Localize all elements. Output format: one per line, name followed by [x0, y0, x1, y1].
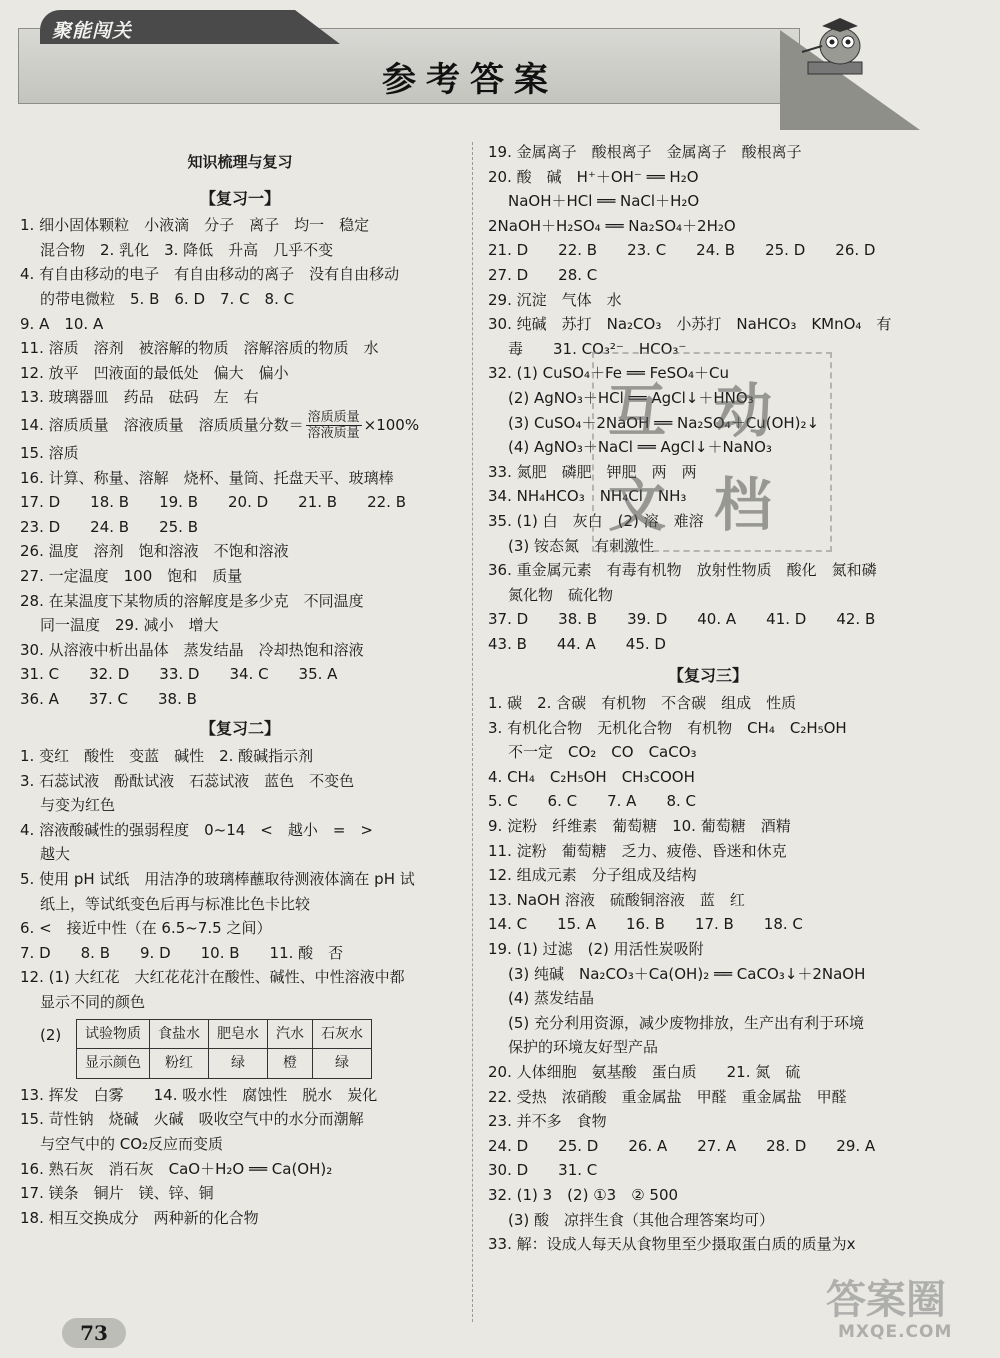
answer-line: 31. C 32. D 33. D 34. C 35. A: [20, 665, 338, 684]
answer-line: 30. 从溶液中析出晶体 蒸发结晶 冷却热饱和溶液: [20, 640, 364, 659]
answer-line: 9. 淀粉 纤维素 葡萄糖 10. 葡萄糖 酒精: [488, 817, 791, 836]
column-divider: [472, 142, 473, 1322]
answer-line: 32. (1) CuSO₄＋Fe ══ FeSO₄＋Cu: [488, 364, 729, 383]
answer-line: 5. C 6. C 7. A 8. C: [488, 792, 697, 811]
answer-line: 氮化物 硫化物: [508, 585, 614, 604]
review2-table-block: [20, 1019, 460, 1079]
answer-line: 15. 苛性钠 烧碱 火碱 吸收空气中的水分而潮解: [20, 1110, 364, 1129]
answer-line: 17. 镁条 铜片 镁、锌、铜: [20, 1184, 214, 1203]
answer-line: 20. 酸 碱 H⁺＋OH⁻ ══ H₂O: [488, 167, 699, 186]
answer-line: (2) AgNO₃＋HCl ══ AgCl↓＋HNO₃: [508, 388, 754, 407]
table-label: (2): [40, 1025, 62, 1044]
answer-line: 1. 变红 酸性 变蓝 碱性 2. 酸碱指示剂: [20, 747, 314, 766]
table-cell: 石灰水: [313, 1019, 372, 1049]
answer-line: 24. D 25. D 26. A 27. A 28. D 29. A: [488, 1136, 876, 1155]
answer-line: 13. 挥发 白雾 14. 吸水性 腐蚀性 脱水 炭化: [20, 1085, 378, 1104]
review2-lines: [20, 744, 460, 1015]
right-column: [488, 140, 928, 1257]
review2-title: 【复习二】: [199, 719, 280, 739]
answer-line: 1. 细小固体颗粒 小液滴 分子 离子 均一 稳定: [20, 216, 370, 235]
answer-line: 14. C 15. A 16. B 17. B 18. C: [488, 915, 803, 934]
answer-line: 30. 纯碱 苏打 Na₂CO₃ 小苏打 NaHCO₃ KMnO₄ 有: [488, 315, 892, 334]
answer-line: 11. 淀粉 葡萄糖 乏力、疲倦、昏迷和休克: [488, 841, 787, 860]
review1-lines-after: [20, 441, 460, 712]
table-cell: 食盐水: [150, 1019, 209, 1049]
review1-title: 【复习一】: [199, 188, 280, 208]
answer-line: (5) 充分利用资源，减少废物排放，生产出有利于环境: [508, 1013, 865, 1032]
answer-line: 与变为红色: [40, 796, 116, 815]
stamp-watermark: 互 动 文 档: [592, 352, 832, 552]
fraction: $\frac{\text{溶质质量}}{\text{溶液质量}}$: [307, 409, 360, 441]
answer-line: (3) 铵态氮 有刺激性: [508, 536, 655, 555]
color-table: [76, 1019, 372, 1079]
answer-line: 36. A 37. C 38. B: [20, 689, 197, 708]
answer-line: 与空气中的 CO₂反应而变质: [40, 1134, 224, 1153]
answer-line: 43. B 44. A 45. D: [488, 634, 666, 653]
answer-line: 16. 熟石灰 消石灰 CaO＋H₂O ══ Ca(OH)₂: [20, 1159, 333, 1178]
table-cell: 粉红: [150, 1049, 209, 1079]
answer-line: 26. 温度 溶剂 饱和溶液 不饱和溶液: [20, 542, 289, 561]
table-cell: 试验物质: [77, 1019, 150, 1049]
answer-line: 16. 计算、称量、溶解 烧杯、量筒、托盘天平、玻璃棒: [20, 468, 394, 487]
section-main-title: 知识梳理与复习: [187, 153, 293, 171]
answer-line: 纸上，等试纸变色后再与标准比色卡比较: [40, 894, 311, 913]
table-cell: 肥皂水: [209, 1019, 268, 1049]
answer-line: (4) AgNO₃＋NaCl ══ AgCl↓＋NaNO₃: [508, 438, 772, 457]
answer-line: NaOH＋HCl ══ NaCl＋H₂O: [508, 192, 700, 211]
answer-line: 3. 石蕊试液 酚酞试液 石蕊试液 蓝色 不变色: [20, 771, 355, 790]
answer-line: 29. 沉淀 气体 水: [488, 290, 622, 309]
table-row: [77, 1019, 372, 1049]
answer-line: (3) CuSO₄＋2NaOH ══ Na₂SO₄＋Cu(OH)₂↓: [508, 413, 820, 432]
owl-mascot-icon: [800, 12, 880, 80]
answer-line: 5. 使用 pH 试纸 用洁净的玻璃棒蘸取待测液体滴在 pH 试: [20, 870, 415, 889]
header-tab-label: 聚能闯关: [52, 20, 133, 42]
answer-line: 15. 溶质: [20, 443, 79, 462]
answer-line: 12. (1) 大红花 大红花花汁在酸性、碱性、中性溶液中都: [20, 968, 405, 987]
answer-line: 34. NH₄HCO₃ NH₄Cl NH₃: [488, 487, 687, 506]
answer-line: (4) 蒸发结晶: [508, 989, 595, 1008]
table-cell: 汽水: [268, 1019, 313, 1049]
answer-line: 20. 人体细胞 氨基酸 蛋白质 21. 氮 硫: [488, 1062, 801, 1081]
table-cell: 绿: [313, 1049, 372, 1079]
site-watermark: 答案圈 MXQE.COM: [826, 1277, 953, 1342]
answer-line: 混合物 2. 乳化 3. 降低 升高 几乎不变: [40, 240, 334, 259]
answer-line: 19. (1) 过滤 (2) 用活性炭吸附: [488, 940, 704, 958]
table-cell: 绿: [209, 1049, 268, 1079]
answer-line: 2NaOH＋H₂SO₄ ══ Na₂SO₄＋2H₂O: [488, 216, 736, 235]
answer-line: 21. D 22. B 23. C 24. B 25. D 26. D: [488, 241, 876, 260]
answer-line: 37. D 38. B 39. D 40. A 41. D 42. B: [488, 610, 876, 629]
answer-line: 1. 碳 2. 含碳 有机物 不含碳 组成 性质: [488, 694, 797, 713]
answer-line: 保护的环境友好型产品: [508, 1038, 659, 1057]
answer-line: 显示不同的颜色: [40, 993, 146, 1011]
answer-line: 30. D 31. C: [488, 1161, 598, 1180]
answer-line: 7. D 8. B 9. D 10. B 11. 酸 否: [20, 943, 344, 962]
answer-line: 32. (1) 3 (2) ①3 ② 500: [488, 1185, 679, 1204]
answer-line: 23. D 24. B 25. B: [20, 517, 199, 536]
answer-line: 4. 有自由移动的电子 有自由移动的离子 没有自由移动: [20, 265, 400, 284]
answer-line: 17. D 18. B 19. B 20. D 21. B 22. B: [20, 493, 407, 512]
answer-line: 12. 组成元素 分子组成及结构: [488, 866, 697, 885]
answer-line: 12. 放平 凹液面的最低处 偏大 偏小: [20, 363, 289, 382]
answer-line: 4. 溶液酸碱性的强弱程度 0~14 < 越小 = >: [20, 820, 373, 839]
answer-line: 33. 氮肥 磷肥 钾肥 两 两: [488, 462, 697, 481]
review3-title: 【复习三】: [667, 666, 748, 686]
answer-line: 6. < 接近中性（在 6.5~7.5 之间）: [20, 919, 272, 938]
answer-line: 毒 31. CO₃²⁻ HCO₃⁻: [508, 339, 687, 358]
answer-line: 22. 受热 浓硝酸 重金属盐 甲醛 重金属盐 甲醛: [488, 1087, 847, 1106]
review1-line-14: 14. 溶质质量 溶液质量 溶质质量分数＝ $\frac{\text{溶质质量}}{\text{溶液质量}}$ ×100%: [20, 409, 420, 441]
answer-line: 27. 一定温度 100 饱和 质量: [20, 566, 243, 585]
answer-line: 27. D 28. C: [488, 265, 598, 284]
answer-line: 19. 金属离子 酸根离子 金属离子 酸根离子: [488, 143, 802, 161]
table-cell: 显示颜色: [77, 1049, 150, 1079]
answer-line: (3) 酸 凉拌生食（其他合理答案均可）: [508, 1210, 775, 1229]
answer-line: 33. 解：设成人每天从食物里至少摄取蛋白质的质量为x: [488, 1235, 856, 1254]
answer-line: 11. 溶质 溶剂 被溶解的物质 溶解溶质的物质 水: [20, 339, 379, 358]
left-column: [20, 150, 460, 1230]
table-row: [77, 1049, 372, 1079]
answer-line: (3) 纯碱 Na₂CO₃＋Ca(OH)₂ ══ CaCO₃↓＋2NaOH: [508, 964, 866, 983]
table-cell: 橙: [268, 1049, 313, 1079]
answer-line: 3. 有机化合物 无机化合物 有机物 CH₄ C₂H₅OH: [488, 718, 847, 737]
answer-line: 18. 相互交换成分 两种新的化合物: [20, 1208, 259, 1227]
answer-line: 9. A 10. A: [20, 314, 104, 333]
answer-line: 的带电微粒 5. B 6. D 7. C 8. C: [40, 289, 295, 308]
answer-line: 不一定 CO₂ CO CaCO₃: [508, 743, 697, 762]
answer-line: 同一温度 29. 减小 增大: [40, 616, 219, 635]
review3-lines: [488, 691, 928, 1257]
answer-line: 23. 并不多 食物: [488, 1112, 607, 1131]
answer-line: 4. CH₄ C₂H₅OH CH₃COOH: [488, 767, 695, 786]
answer-line: 36. 重金属元素 有毒有机物 放射性物质 酸化 氮和磷: [488, 561, 877, 580]
answer-line: 35. (1) 白 灰白 (2) 溶 难溶: [488, 511, 704, 530]
answer-line: 越大: [40, 845, 71, 864]
review1-lines: [20, 213, 460, 410]
review2-lines-after: [20, 1083, 460, 1231]
answer-line: 13. 玻璃器皿 药品 砝码 左 右: [20, 388, 259, 407]
page-title: 参考答案: [382, 60, 558, 100]
answer-line: 13. NaOH 溶液 硫酸铜溶液 蓝 红: [488, 890, 745, 909]
page-number: 73: [62, 1318, 126, 1348]
answer-line: 28. 在某温度下某物质的溶解度是多少克 不同温度: [20, 591, 364, 610]
